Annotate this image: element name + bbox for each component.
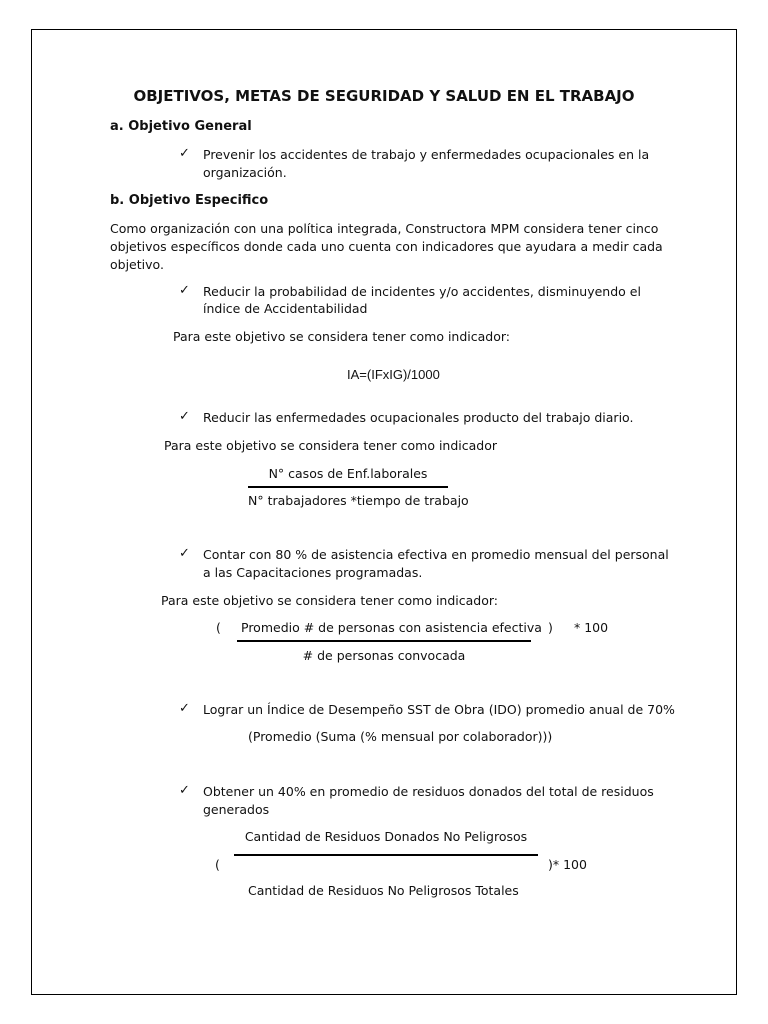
objective2-numerator: N° casos de Enf.laborales <box>268 466 428 481</box>
objective4-line1: Lograr un Índice de Desempeño SST de Obra (IDO) promedio anual de 70% <box>203 702 675 717</box>
objective5-line1: Obtener un 40% en promedio de residuos donados del total de residuos <box>203 784 654 799</box>
objective4-formula: (Promedio (Suma (% mensual por colaborador))) <box>248 729 553 744</box>
page-border <box>31 29 737 995</box>
section-a-heading: a. Objetivo General <box>110 119 252 134</box>
objective1-line2: índice de Accidentabilidad <box>203 301 368 316</box>
check-icon: ✓ <box>179 146 190 161</box>
page-title: OBJETIVOS, METAS DE SEGURIDAD Y SALUD EN EL TRABAJO <box>133 87 635 105</box>
intro-line2: objetivos específicos donde cada uno cuenta con indicadores que ayudara a medir cada <box>110 239 663 254</box>
fraction-bar <box>234 854 538 856</box>
objective2-line1: Reducir las enfermedades ocupacionales producto del trabajo diario. <box>203 410 634 425</box>
intro-line3: objetivo. <box>110 257 164 272</box>
objective3-line1: Contar con 80 % de asistencia efectiva en promedio mensual del personal <box>203 547 669 562</box>
objective-general-line1: Prevenir los accidentes de trabajo y enfermedades ocupacionales en la <box>203 147 650 162</box>
objective3-line2: a las Capacitaciones programadas. <box>203 565 423 580</box>
objective5-close-multiplier: )* 100 <box>548 857 587 872</box>
check-icon: ✓ <box>179 783 190 798</box>
intro-line1: Como organización con una política integrada, Constructora MPM considera tener cinco <box>110 221 659 236</box>
objective-general-line2: organización. <box>203 165 287 180</box>
objective5-denominator: Cantidad de Residuos No Peligrosos Totales <box>248 883 519 898</box>
objective3-indicator-text: Para este objetivo se considera tener como indicador: <box>161 593 498 608</box>
objective3-denominator: # de personas convocada <box>302 648 466 663</box>
objective5-line2: generados <box>203 802 270 817</box>
objective1-indicator-text: Para este objetivo se considera tener como indicador: <box>173 329 510 344</box>
check-icon: ✓ <box>179 283 190 298</box>
objective2-denominator: N° trabajadores *tiempo de trabajo <box>248 493 469 508</box>
check-icon: ✓ <box>179 701 190 716</box>
objective5-numerator: Cantidad de Residuos Donados No Peligrosos <box>244 829 528 844</box>
objective3-numerator: Promedio # de personas con asistencia efectiva <box>241 620 542 635</box>
objective1-formula: IA=(IFxIG)/1000 <box>347 367 440 382</box>
objective1-line1: Reducir la probabilidad de incidentes y/o accidentes, disminuyendo el <box>203 284 641 299</box>
open-paren: ( <box>216 620 221 635</box>
check-icon: ✓ <box>179 546 190 561</box>
objective3-multiplier: * 100 <box>574 620 609 635</box>
fraction-bar <box>237 640 531 642</box>
check-icon: ✓ <box>179 409 190 424</box>
fraction-bar <box>248 486 448 488</box>
close-paren: ) <box>548 620 553 635</box>
section-b-heading: b. Objetivo Especifico <box>110 193 269 208</box>
open-paren: ( <box>215 857 220 872</box>
objective2-indicator-text: Para este objetivo se considera tener como indicador <box>164 438 498 453</box>
